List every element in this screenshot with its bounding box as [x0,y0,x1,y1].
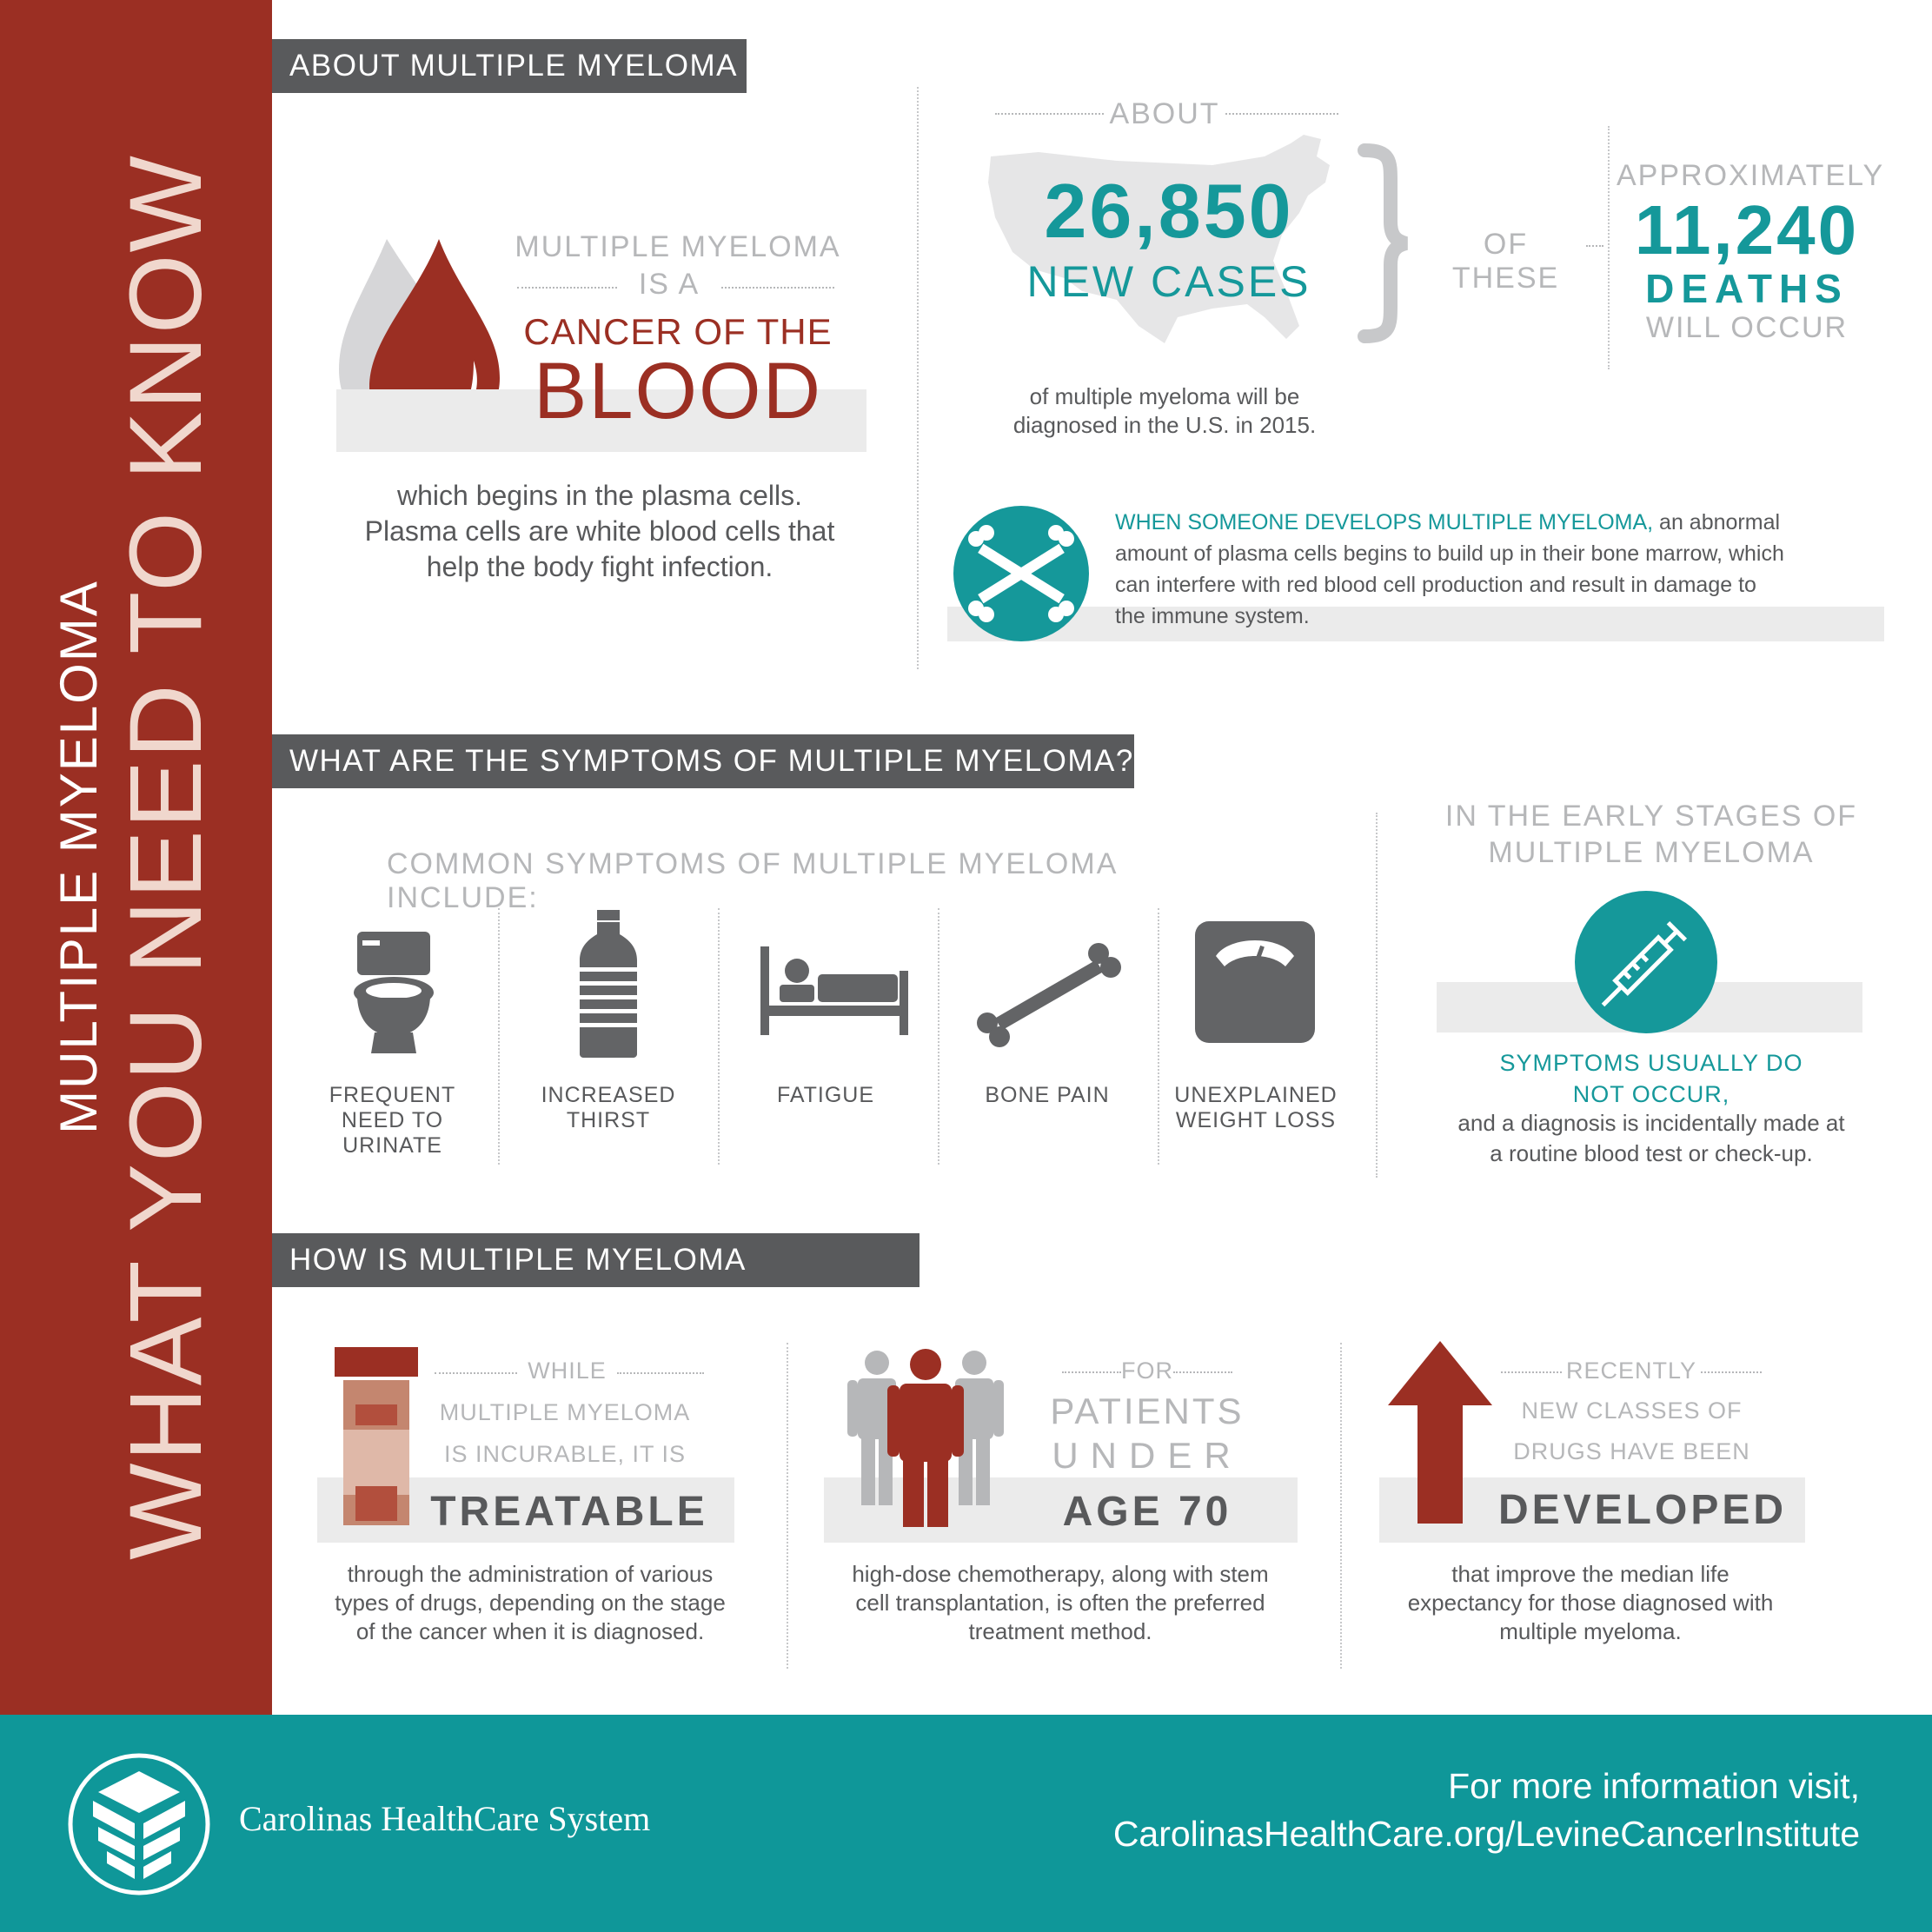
col3-description [1373,1560,1808,1646]
col2-l1: FOR [1121,1358,1173,1384]
about-heading: ABOUT MULTIPLE MYELOMA [272,39,747,93]
carolinas-logo-icon [67,1752,211,1896]
symptom-label-line: URINATE [342,1133,442,1158]
sidebar-title [49,154,222,1560]
bone-line: the immune system. [1115,604,1310,628]
symptom-label-line: UNEXPLAINED [1174,1083,1338,1107]
early-hl-line: SYMPTOMS USUALLY DO [1499,1050,1803,1076]
new-cases-label: NEW CASES [1026,257,1311,306]
people-icon [847,1349,1004,1527]
sidebar [0,0,272,1715]
blood-line1: MULTIPLE MYELOMA [515,230,841,263]
symptoms-heading: WHAT ARE THE SYMPTOMS OF MULTIPLE MYELOMA? [272,734,1134,788]
curly-brace-icon [1356,143,1408,343]
symptoms-intro: COMMON SYMPTOMS OF MULTIPLE MYELOMA INCLUDE: [387,847,1117,914]
org-name: Carolinas HealthCare System [239,1799,651,1838]
more-info [956,1763,1860,1858]
divider-dots [1701,1371,1762,1373]
col3-big: DEVELOPED [1497,1487,1788,1533]
bed-icon [760,945,908,1036]
col2-desc-line: high-dose chemotherapy, along with stem [852,1561,1269,1587]
vertical-divider [938,908,939,1165]
col1-l1: WHILE [528,1358,607,1384]
symptom-label-urinate [304,1083,481,1159]
blood-description [313,478,886,585]
divider-dots [1225,113,1338,115]
divider-dots [435,1372,517,1374]
vertical-divider [1376,813,1378,1178]
symptom-label-line: WEIGHT LOSS [1175,1108,1337,1132]
bone-highlight: WHEN SOMEONE DEVELOPS MULTIPLE MYELOMA, [1115,510,1654,534]
col3-desc-line: expectancy for those diagnosed with [1407,1590,1774,1616]
vertical-divider [917,87,919,669]
divider-dots [1501,1371,1562,1373]
symptom-label-line: INCREASED [541,1083,676,1107]
col3-l1: RECENTLY [1565,1358,1697,1384]
vertical-divider [787,1343,788,1669]
early-desc-line: a routine blood test or check-up. [1490,1140,1813,1166]
deaths-number: 11,240 [1634,191,1860,269]
divider-dots [617,1372,704,1374]
early-line: IN THE EARLY STAGES OF [1444,800,1858,833]
symptom-label-line: NEED TO [341,1108,444,1132]
symptom-label-weight [1160,1083,1351,1133]
symptom-label-line: THIRST [566,1108,651,1132]
stats-description [956,382,1373,440]
stats-desc-line: of multiple myeloma will be [1029,383,1300,409]
vertical-divider [498,908,500,1165]
new-cases-number: 26,850 [1044,168,1294,254]
blood-desc-line: Plasma cells are white blood cells that [364,515,835,547]
bone-text: an abnormal [1653,510,1781,534]
more-info-link[interactable]: CarolinasHealthCare.org/LevineCancerInstitute [1112,1814,1860,1854]
divider-dots [1173,1371,1232,1373]
blood-line4: BLOOD [533,347,823,435]
col2-desc-line: cell transplantation, is often the preferred [855,1590,1265,1616]
vertical-divider [1158,908,1159,1165]
stats-about: ABOUT [1109,97,1220,130]
early-hl-line: NOT OCCUR, [1572,1081,1730,1107]
divider-dots [721,287,834,289]
syringe-icon [1573,889,1719,1035]
col2-description [817,1560,1304,1646]
bone-icon [975,943,1123,1047]
of-these: OF THESE [1451,228,1560,295]
blood-desc-line: help the body fight infection. [426,551,773,582]
treatment-heading: HOW IS MULTIPLE MYELOMA TREATED? [272,1233,920,1287]
will-occur: WILL OCCUR [1645,311,1849,344]
blood-line3: CANCER OF THE [523,311,833,352]
vertical-divider [718,908,720,1165]
col2-l2: PATIENTS [1050,1391,1245,1431]
symptom-label-bone-pain: BONE PAIN [985,1083,1110,1107]
stats-approx: APPROXIMATELY [1617,159,1885,192]
col3-desc-line: multiple myeloma. [1499,1618,1682,1644]
blood-desc-line: which begins in the plasma cells. [396,480,802,511]
water-bottle-icon [578,910,639,1058]
bone-line: amount of plasma cells begins to build up in their bone marrow, which [1115,541,1784,566]
divider-dots [995,113,1104,115]
early-description [1408,1108,1895,1169]
symptom-label-line: FREQUENT [329,1083,456,1107]
blood-line2: IS A [638,268,700,301]
early-stages-title [1408,798,1895,871]
early-desc-line: and a diagnosis is incidentally made at [1457,1110,1845,1136]
col1-l3: IS INCURABLE, IT IS [443,1441,687,1467]
crossed-bones-icon [952,504,1091,643]
col1-big: TREATABLE [430,1489,708,1535]
col1-desc-line: of the cancer when it is diagnosed. [355,1618,705,1644]
deaths-label: DEATHS [1645,266,1849,311]
symptom-label-fatigue: FATIGUE [776,1083,875,1107]
sidebar-big-title: WHAT YOU NEED TO KNOW [109,154,223,1560]
col1-desc-line: types of drugs, depending on the stage [335,1590,726,1616]
divider-dots [1062,1371,1121,1373]
divider-dots [517,287,617,289]
vertical-divider [1340,1343,1342,1669]
col2-desc-line: treatment method. [968,1618,1152,1644]
col2-big: AGE 70 [1062,1489,1232,1535]
symptom-label-thirst [513,1083,704,1133]
toilet-icon [350,930,437,1056]
col1-l2: MULTIPLE MYELOMA [439,1399,691,1425]
col2-l3: UNDER [1052,1435,1243,1476]
more-info-line: For more information visit, [1448,1766,1860,1806]
stats-desc-line: diagnosed in the U.S. in 2015. [1012,412,1317,438]
early-highlight [1408,1047,1895,1110]
scale-icon [1195,921,1315,1043]
bone-line: can interfere with red blood cell production and result in damage to [1115,573,1756,597]
early-line: MULTIPLE MYELOMA [1488,836,1815,869]
col3-l2: NEW CLASSES OF [1521,1398,1743,1424]
col1-description [309,1560,752,1646]
col3-desc-line: that improve the median life [1451,1561,1730,1587]
footer [0,1715,1932,1932]
vertical-divider [1608,126,1610,369]
bone-description [1115,507,1880,632]
divider-dots [1586,245,1603,247]
sidebar-small-title: MULTIPLE MYELOMA [50,580,108,1134]
pill-bottle-icon [335,1347,418,1525]
col3-l3: DRUGS HAVE BEEN [1513,1438,1750,1464]
col1-desc-line: through the administration of various [347,1561,714,1587]
